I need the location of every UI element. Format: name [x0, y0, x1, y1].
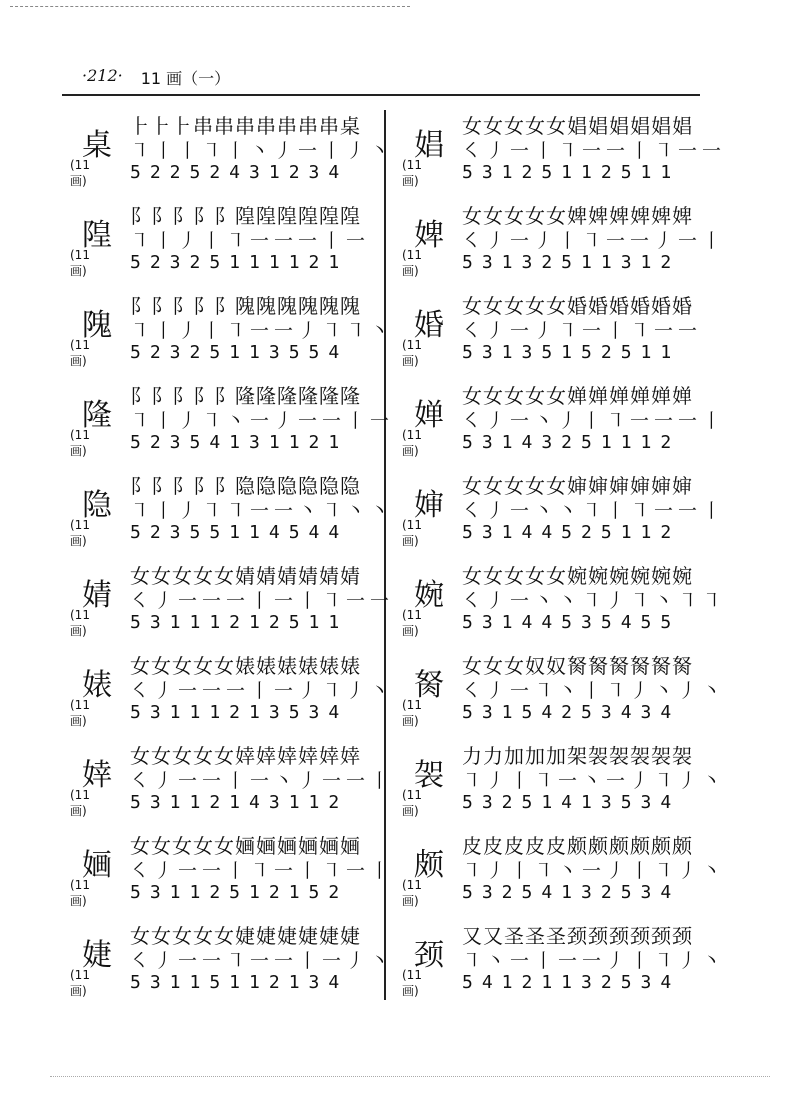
stroke-count: (11画) — [402, 878, 422, 908]
stroke-codes: 53115112134 — [130, 972, 349, 993]
entry-character: 桌 — [82, 128, 112, 163]
stroke-progression: 女女女女女婧婧婧婧婧婧 — [130, 564, 361, 588]
stroke-count: (11画) — [402, 608, 422, 638]
stroke-codes: 52354131121 — [130, 432, 349, 453]
stroke-codes: 54121132534 — [462, 972, 681, 993]
stroke-progression: 女女女女女婊婊婊婊婊婊 — [130, 654, 361, 678]
stroke-codes: 52355114544 — [130, 522, 349, 543]
stroke-progression: ⺊⺊⺊串串串串串串串桌 — [130, 114, 361, 138]
section-title: 11 画（一） — [140, 69, 231, 88]
stroke-shapes: ㇕丶一丨一一丿丨㇕丿丶 — [462, 950, 727, 972]
entry-character: 隐 — [82, 488, 112, 523]
stroke-progression: 女女女女女婞婞婞婞婞婞 — [130, 744, 361, 768]
stroke-codes: 53154253434 — [462, 702, 681, 723]
entry-character: 婕 — [82, 938, 112, 973]
stroke-progression: 女女女女女婚婚婚婚婚婚 — [462, 294, 693, 318]
stroke-shapes: ㇛丿一丶丶㇕丿㇕丶㇕㇕ — [462, 590, 727, 612]
stroke-shapes: ㇕丨丿丨㇕一一一丨一 — [130, 230, 371, 252]
entry-character: 婳 — [82, 848, 112, 883]
stroke-progression: 力力加加加架袈袈袈袈袈 — [462, 744, 693, 768]
stroke-count: (11画) — [402, 968, 422, 998]
stroke-count: (11画) — [70, 788, 90, 818]
page-header — [82, 66, 230, 89]
stroke-count: (11画) — [402, 518, 422, 548]
stroke-codes: 53254132534 — [462, 882, 681, 903]
stroke-shapes: ㇛丿一丿㇕一丨㇕一一 — [462, 320, 703, 342]
stroke-count: (11画) — [70, 428, 90, 458]
entry-character: 袈 — [414, 758, 444, 793]
stroke-count: (11画) — [402, 338, 422, 368]
entry-character: 颇 — [414, 848, 444, 883]
entry-character: 婵 — [414, 398, 444, 433]
stroke-progression: 皮皮皮皮皮颇颇颇颇颇颇 — [462, 834, 693, 858]
stroke-codes: 52252431234 — [130, 162, 349, 183]
stroke-shapes: ㇛丿一丨㇕一一丨㇕一一 — [462, 140, 727, 162]
stroke-codes: 53251413534 — [462, 792, 681, 813]
stroke-codes: 53111213534 — [130, 702, 349, 723]
entry-character: 娼 — [414, 128, 444, 163]
entry-character: 颈 — [414, 938, 444, 973]
stroke-codes: 53112143112 — [130, 792, 349, 813]
stroke-shapes: ㇕丿丨㇕丶一丿丨㇕丿丶 — [462, 860, 727, 882]
entry-character: 隆 — [82, 398, 112, 433]
entry-character: 胬 — [414, 668, 444, 703]
entry-character: 婞 — [82, 758, 112, 793]
entry-character: 隍 — [82, 218, 112, 253]
stroke-progression: 女女女女女婶婶婶婶婶婶 — [462, 474, 693, 498]
stroke-count: (11画) — [402, 428, 422, 458]
stroke-shapes: ㇕丿丨㇕一丶一丿㇕丿丶 — [462, 770, 727, 792]
stroke-count: (11画) — [70, 158, 90, 188]
stroke-codes: 52325113554 — [130, 342, 349, 363]
page-number: ·212· — [82, 66, 123, 85]
stroke-codes: 53125112511 — [462, 162, 681, 183]
stroke-shapes: ㇛丿一一一丨一丨㇕一一 — [130, 590, 395, 612]
stroke-shapes: ㇛丿一一一丨一丿㇕丿丶 — [130, 680, 395, 702]
stroke-shapes: ㇛丿一一丨㇕一丨㇕一丨 — [130, 860, 395, 882]
stroke-codes: 53144535455 — [462, 612, 681, 633]
stroke-shapes: ㇕丨丿㇕㇕一一丶㇕丶丶 — [130, 500, 395, 522]
stroke-count: (11画) — [402, 248, 422, 278]
stroke-shapes: ㇕丨丿丨㇕一一丿㇕㇕丶 — [130, 320, 395, 342]
stroke-shapes: ㇛丿一丶丶㇕丨㇕一一丨 — [462, 500, 727, 522]
stroke-progression: 女女女奴奴胬胬胬胬胬胬 — [462, 654, 693, 678]
stroke-codes: 52325111121 — [130, 252, 349, 273]
stroke-shapes: ㇛丿一丿丨㇕一一丿一丨 — [462, 230, 727, 252]
stroke-progression: 阝阝阝阝阝隍隍隍隍隍隍 — [130, 204, 361, 228]
stroke-progression: 女女女女女婢婢婢婢婢婢 — [462, 204, 693, 228]
entry-character: 婚 — [414, 308, 444, 343]
stroke-shapes: ㇕丨丨㇕丨丶丿一丨丿丶 — [130, 140, 395, 162]
stroke-codes: 53112512152 — [130, 882, 349, 903]
entry-character: 婊 — [82, 668, 112, 703]
header-rule — [62, 94, 700, 96]
stroke-progression: 女女女女女婵婵婵婵婵婵 — [462, 384, 693, 408]
stroke-codes: 53111212511 — [130, 612, 349, 633]
stroke-progression: 又又圣圣圣颈颈颈颈颈颈 — [462, 924, 693, 948]
stroke-count: (11画) — [70, 338, 90, 368]
stroke-count: (11画) — [402, 788, 422, 818]
stroke-progression: 阝阝阝阝阝隗隗隗隗隗隗 — [130, 294, 361, 318]
stroke-shapes: ㇛丿一丶丿丨㇕一一一丨 — [462, 410, 727, 432]
stroke-count: (11画) — [70, 248, 90, 278]
stroke-progression: 阝阝阝阝阝隐隐隐隐隐隐 — [130, 474, 361, 498]
stroke-shapes: ㇛丿一㇕丶丨㇕丿丶丿丶 — [462, 680, 727, 702]
entry-character: 婶 — [414, 488, 444, 523]
stroke-shapes: ㇛丿一一丨一丶丿一一丨 — [130, 770, 395, 792]
bottom-scan-line — [50, 1076, 770, 1077]
stroke-count: (11画) — [70, 878, 90, 908]
stroke-codes: 53144525112 — [462, 522, 681, 543]
stroke-count: (11画) — [70, 608, 90, 638]
stroke-progression: 女女女女女婳婳婳婳婳婳 — [130, 834, 361, 858]
entry-character: 婧 — [82, 578, 112, 613]
stroke-codes: 53135152511 — [462, 342, 681, 363]
stroke-shapes: ㇕丨丿㇕丶一丿一一丨一 — [130, 410, 395, 432]
stroke-count: (11画) — [402, 158, 422, 188]
stroke-progression: 女女女女女婉婉婉婉婉婉 — [462, 564, 693, 588]
stroke-progression: 女女女女女娼娼娼娼娼娼 — [462, 114, 693, 138]
entry-character: 婢 — [414, 218, 444, 253]
stroke-count: (11画) — [402, 698, 422, 728]
stroke-count: (11画) — [70, 698, 90, 728]
stroke-codes: 53132511312 — [462, 252, 681, 273]
entry-character: 婉 — [414, 578, 444, 613]
stroke-progression: 阝阝阝阝阝隆隆隆隆隆隆 — [130, 384, 361, 408]
entry-character: 隗 — [82, 308, 112, 343]
stroke-codes: 53143251112 — [462, 432, 681, 453]
stroke-count: (11画) — [70, 968, 90, 998]
stroke-shapes: ㇛丿一一㇕一一丨一丿丶 — [130, 950, 395, 972]
stroke-progression: 女女女女女婕婕婕婕婕婕 — [130, 924, 361, 948]
top-scan-line — [10, 6, 410, 7]
stroke-count: (11画) — [70, 518, 90, 548]
